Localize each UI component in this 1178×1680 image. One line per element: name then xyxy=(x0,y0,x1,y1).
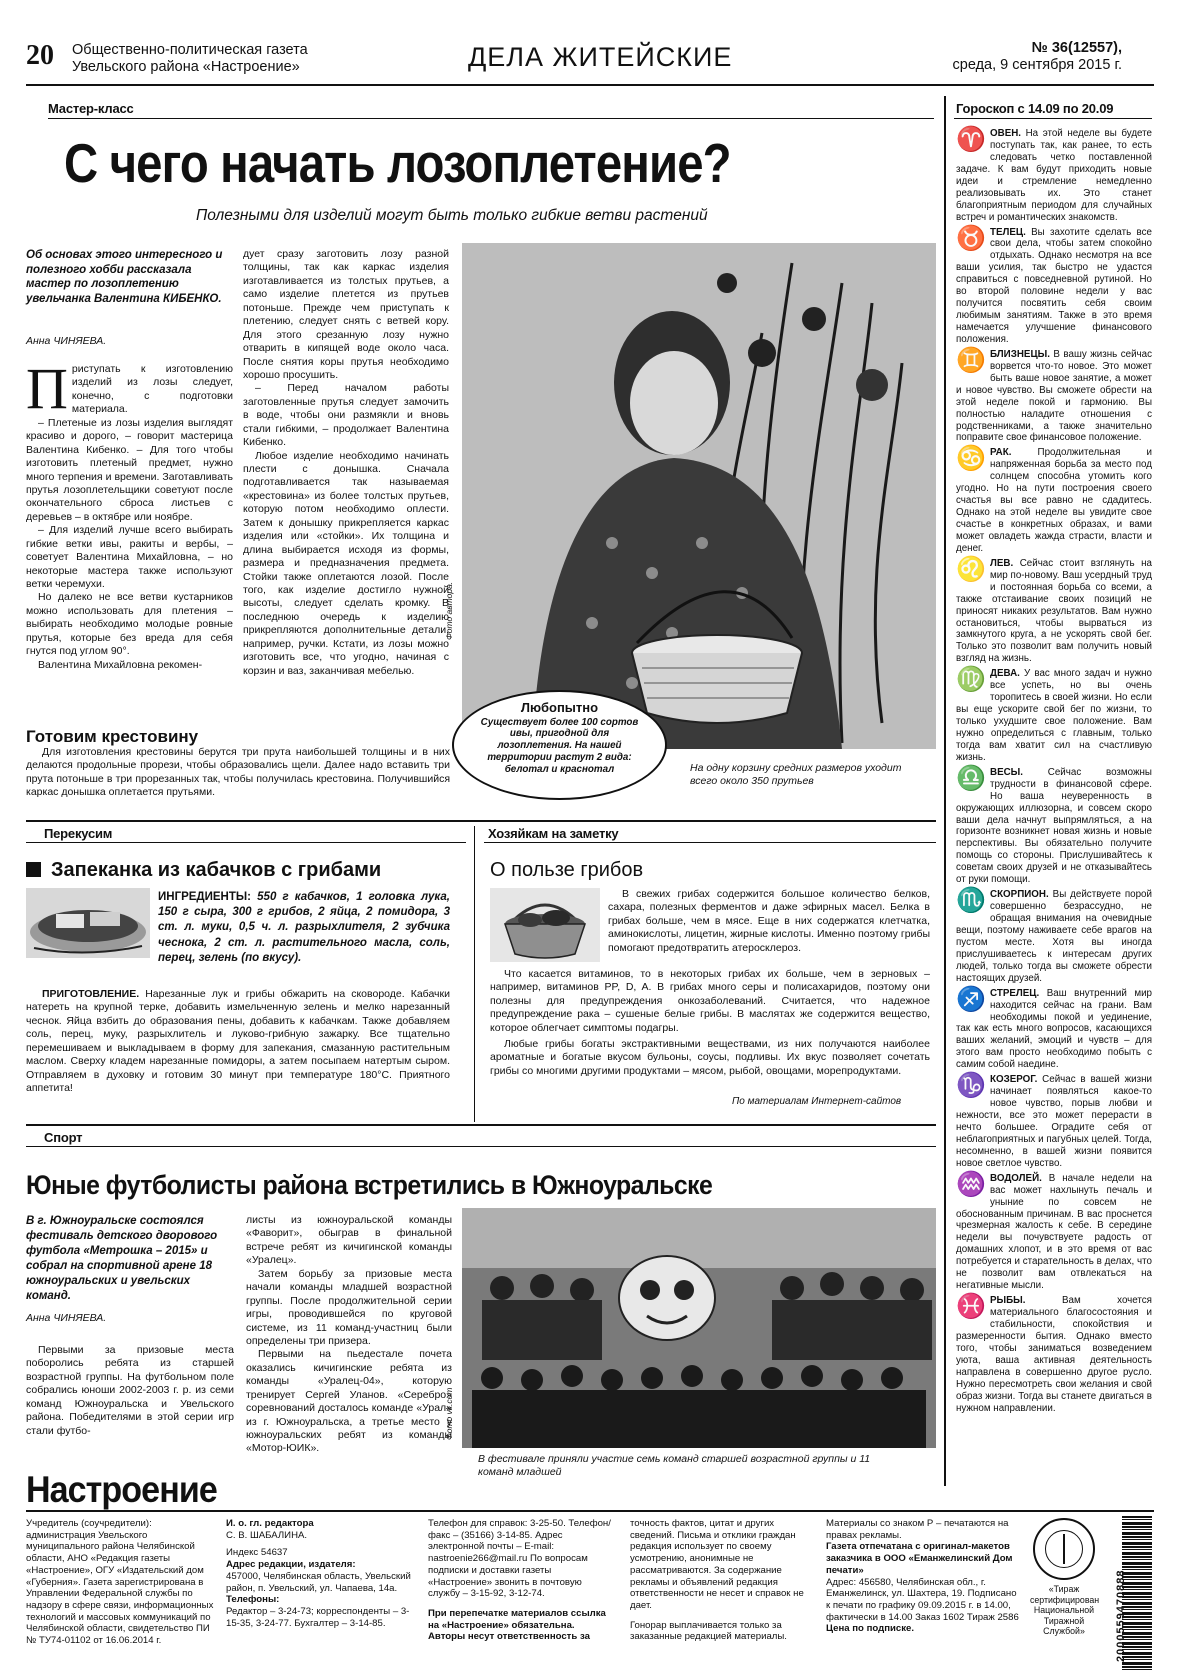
casserole-illustration xyxy=(26,888,150,958)
sign-text: У вас много задач и нужно все успеть, но вы очень торопитесь в своей жизни. Но если вы еще ускорите свой бег по жизни, то только ухудшите свое положение. Вам нужно определиться с главным, только тогда вам хватит сил на счастливую жизнь. xyxy=(956,668,1152,763)
recipe-ingredients xyxy=(158,890,450,966)
sign-text: На этой неделе вы будете поступать так, как ранее, то есть следовать четко поставленной задаче. К вам будут приходить новые идеи и стремление немедленно реализовывать их. Это станет благоприятным периодом для случайных встреч и романтических знакомств. xyxy=(956,128,1152,223)
horoscope-title: Гороскоп с 14.09 по 20.09 xyxy=(956,101,1114,116)
issue-info xyxy=(953,40,1122,73)
preparation-text: Нарезанные лук и грибы обжарить на сковороде. Кабачки натереть на крупной терке, добавить измельченную зелень и мелко нарезанный чеснок. Яйца взбить до образования пены, добавить к кабачкам. Также добавляем соль, перец, муку, разрыхлитель и луково-грибную зажарку. Все тщательно перемешиваем и выкладываем в форму для запекания, смазанную растительным маслом. Сверху кладем нарезанные помидоры, а затем посыпаем натертым сыром. Отправляем в духовку и готовим 30 минут при температуре 180°С. Приятного аппетита! xyxy=(26,988,450,1095)
sign-name: КОЗЕРОГ. xyxy=(990,1074,1038,1086)
editor-name: С. В. ШАБАЛИНА. xyxy=(226,1529,308,1541)
housewives-rule xyxy=(484,842,936,843)
footer-printing xyxy=(826,1518,1022,1635)
curious-text: Существует более 100 сортов ивы, пригодной для лозоплетения. На нашей территории растут 2 вида: белотал и краснотал xyxy=(480,716,639,775)
libra-icon: ♎ xyxy=(956,764,986,792)
gemini-icon: ♊ xyxy=(956,346,986,374)
section-title: ДЕЛА ЖИТЕЙСКИЕ xyxy=(468,42,733,72)
horoscope-rule xyxy=(954,118,1152,119)
reprint-notice: При перепечатке материалов ссылка на «Настроение» обязательна. Авторы несут ответственность за xyxy=(428,1607,606,1643)
article-author: Анна ЧИНЯЕВА. xyxy=(26,335,107,347)
article-subtitle: Полезными для изделий могут быть только гибкие ветви растений xyxy=(196,207,708,224)
horoscope-item-aries xyxy=(956,128,1152,224)
sub-heading: Готовим крестовину xyxy=(26,727,199,746)
phones-text: Редактор – 3-24-73; корреспонденты – 3-15-35, 3-24-77. Бухгалтер – 3-14-85. xyxy=(226,1605,410,1629)
article-paragraph: Валентина Михайловна рекомен- xyxy=(38,658,203,671)
paper-name-line2: Увельского района «Настроение» xyxy=(72,58,300,75)
horoscope-item-cancer xyxy=(956,447,1152,554)
article-paragraph: – Плетеные из лозы изделия выглядят красиво и дорого, – говорит мастерица Валентина Кибенко. – Для того чтобы изготовить плетеный предмет, нужно много терпения и времени. Заготавливать прутья лозоплетельщики советуют после окончательного сброса листьев с деревьев – в октябре или ноябре. xyxy=(26,416,233,523)
sport-rule-top xyxy=(26,1124,936,1126)
ingredients-label: ИНГРЕДИЕНТЫ: xyxy=(158,891,251,903)
sport-title: Юные футболисты района встретились в Южноуральске xyxy=(26,1170,713,1200)
sport-photo-credit: Фото vk.com xyxy=(444,1387,454,1440)
horoscope-item-sagittarius xyxy=(956,985,1152,1072)
sport-paragraph: Первыми за призовые места поборолись ребята из старшей возрастной группы. На футбольном поле собрались юноши 2002-2003 г. р. из семи команд Южноуральска и Увельского района. Победителями в этой серии игр стали футбо- xyxy=(26,1344,234,1437)
article-paragraph: – Перед началом работы заготовленные прутья следует замочить в воде, чтобы они размякли и вновь стали гибкими, – продолжает Валентина Кибенко. xyxy=(243,382,449,449)
aries-icon: ♈ xyxy=(956,126,986,153)
sport-rule xyxy=(26,1146,936,1147)
certification-stamp xyxy=(1030,1518,1098,1637)
horoscope-item-libra xyxy=(956,764,1152,886)
sport-paragraph: листы из южноуральской команды «Фаворит», обыграв в финальной встрече ребят из кичигинской команды «Уралец». xyxy=(246,1214,452,1267)
section-tag-snack: Перекусим xyxy=(44,826,113,841)
sport-col2 xyxy=(246,1214,452,1456)
photo-caption: На одну корзину средних размеров уходит всего около 350 прутьев xyxy=(690,762,902,788)
fee-notice: Гонорар выплачивается только за заказанные редакцией материалы. xyxy=(630,1619,787,1643)
mushroom-basket-photo xyxy=(490,888,600,962)
stamp-icon xyxy=(1033,1518,1095,1580)
footer-founders: Учредитель (соучредители): администрация Увельского муниципального района Челябинской области, АНО «Редакция газеты «Настроение», ОГУ «Издательский дом «Губерния». Газета зарегистрирована в Управлении Федеральной службы по надзору в сфере связи, информационных технологий и массовых коммуникаций по Челябинской области, свидетельство ПИ № ТУ74-01102 от 16.06.2014 г. xyxy=(26,1518,214,1647)
section-tag-master-class: Мастер-класс xyxy=(48,101,134,116)
mushroom-basket-illustration xyxy=(490,888,600,962)
pisces-icon: ♓ xyxy=(956,1293,986,1321)
football-photo xyxy=(462,1208,936,1448)
footer-contacts xyxy=(428,1518,612,1643)
casserole-photo xyxy=(26,888,150,958)
snack-rule xyxy=(26,842,466,843)
editor-label: И. о. гл. редактора xyxy=(226,1518,314,1529)
sign-text: Продолжительная и напряженная борьба за место под солнцем способна утомить кого угодно. Но на пути построения своего счастья вы все равно не сдадитесь. Однако на этой неделе вы увидите свое счастье в конкретных образах, и вами может овладеть жажда страсти, власти и денег. xyxy=(956,447,1152,554)
article-title: С чего начать лозоплетение? xyxy=(64,132,731,194)
sign-text: Сейчас возможны трудности в финансовой сфере. Но ваша неуверенность в окружающих иллюзорна, и совсем скоро ваши дела начнут выпрямляться, а на горизонте возникнет новая жизнь и новые перспективы. Вы обязательно получите помощь со стороны. Прислушивайтесь к советам своих друзей и не отказывайтесь от руки помощи. xyxy=(956,766,1152,886)
horoscope-item-leo xyxy=(956,555,1152,665)
mushrooms-paragraph-3: Любые грибы богаты экстрактивными веществами, из них получаются наиболее ароматные и богатые вкусом бульоны, соусы, подливы. Их вкус позволяет сочетать грибы со многими другими продуктами – мясом, рыбой, овощами, морепродуктами. xyxy=(490,1038,930,1077)
subscription-index: Индекс 54637 xyxy=(226,1547,288,1559)
master-class-rule xyxy=(48,118,934,119)
sport-lead: В г. Южноуральске состоялся фестиваль детского дворового футбола «Метрошка – 2015» и собрал на спортивной арене 18 южноуральских и увельских команд. xyxy=(26,1215,218,1302)
sign-name: ОВЕН. xyxy=(990,128,1022,139)
sport-photo-caption: В фестивале приняли участие семь команд старшей возрастной группы и 11 команд младшей xyxy=(478,1453,871,1479)
horoscope-list xyxy=(956,128,1152,1417)
sign-text: Ваш внутренний мир находится сейчас на грани. Вам необходимы покой и уединение, так как есть много вопросов, касающихся ваших желаний, эмоций и чувств – для этого вам просто необходимо побыть с самим собой наедине. xyxy=(956,987,1152,1071)
sport-author: Анна ЧИНЯЕВА. xyxy=(26,1312,107,1324)
sign-text: В начале недели на вас может нахлынуть печаль и уныние по совсем не обоснованным причинам. В вас проснется чрезмерная жалость к себе. В середине недели вы почувствуете радость от домашних хлопот, и в это время от вас потребуется и старательность в делах, что не позволит вам отвлекаться на негативные мысли. xyxy=(956,1172,1152,1292)
horoscope-item-gemini xyxy=(956,346,1152,445)
sign-text: В вашу жизнь сейчас ворвется что-то новое. Это может быть ваше новое занятие, а может и новое чувство. Вы сможете обрести на этой неделе покой и гармонию. Вы полностью наладите отношения с родственниками, а также значительно поправите свое финансовое положение. xyxy=(956,348,1152,444)
paper-name-line1: Общественно-политическая газета xyxy=(72,42,308,58)
printing-address: Адрес: 456580, Челябинская обл., г. Еманжелинск, ул. Шахтера, 19. Подписано к печати по графику 09.09.2015 г. в 14.00, фактически в 14.00 Заказ 1602 Тираж 2586 xyxy=(826,1576,1019,1623)
article-lead: Об основах этого интересного и полезного хобби рассказала мастер по лозоплетению увельчанка Валентина КИБЕНКО. xyxy=(26,249,223,306)
aquarius-icon: ♒ xyxy=(956,1170,986,1198)
paper-name xyxy=(72,42,308,75)
article-paragraph: Но далеко не все ветви кустарников можно использовать для плетения – выбирать необходимо молодые ровные прутья, которые без вреда для себя гнутся под углом 90°. xyxy=(26,591,233,658)
capricorn-icon: ♑ xyxy=(956,1072,986,1100)
leo-icon: ♌ xyxy=(956,555,986,583)
footer-rule xyxy=(26,1510,1154,1512)
sagittarius-icon: ♐ xyxy=(956,985,986,1013)
sport-paragraph: Затем борьбу за призовые места начали команды младшей возрастной группы. После продолжительной серии игры, проводившейся по круговой системе, из 11 команд-участниц были определены три призера. xyxy=(246,1267,452,1347)
mushrooms-paragraph-1: В свежих грибах содержится большое количество белков, сахара, полезных ферментов и даже эфирных масел. Белка в грибах больше, чем в мясе. Еще в них содержатся клетчатка, аминокислоты, лицетин, жирные кислоты. Именно поэтому грибы помогают предотвратить атеросклероз. xyxy=(608,888,930,954)
master-photo-illustration xyxy=(462,243,936,749)
football-teams-illustration xyxy=(462,1208,936,1448)
horoscope-item-capricorn xyxy=(956,1074,1152,1170)
dropcap: П xyxy=(26,356,68,421)
recipe-title xyxy=(26,858,381,884)
article-paragraph: – Для изделий лучше всего выбирать гибкие ветки ивы, ракиты и вербы, – советует Валентина Михайловна, – но некоторые мастера также используют ветки черемухи. xyxy=(26,524,233,590)
sport-col1 xyxy=(26,1344,234,1438)
master-photo xyxy=(462,243,936,749)
scorpio-icon: ♏ xyxy=(956,887,986,915)
sign-name: ДЕВА. xyxy=(990,668,1020,680)
sign-name: БЛИЗНЕЦЫ. xyxy=(990,348,1050,360)
sign-text: Сейчас в вашей жизни начинает появляться какое-то новое чувство, порыв любви и нежности, все это может перерасти в нечто большее. Оградите себя от неблагоприятных и пагубных целей. Тогда, несомненно, в вашей жизни появится новое светлое чувство. xyxy=(956,1074,1152,1169)
advert-notice: Материалы со знаком Р – печатаются на правах рекламы. xyxy=(826,1518,1009,1541)
mushrooms-source: По материалам Интернет-сайтов xyxy=(732,1096,902,1107)
issue-number: № 36(12557), xyxy=(1031,40,1122,56)
sign-name: СКОРПИОН. xyxy=(990,889,1049,901)
issue-date: среда, 9 сентября 2015 г. xyxy=(952,56,1122,73)
recipe-preparation xyxy=(26,988,450,1096)
sign-name: ВОДОЛЕЙ. xyxy=(990,1172,1042,1184)
middle-rule-top xyxy=(26,820,936,822)
cancer-icon: ♋ xyxy=(956,445,986,473)
horoscope-item-aquarius xyxy=(956,1170,1152,1292)
sport-paragraph: Первыми на пьедестале почета оказались кичигинские ребята из команды «Уралец-04», которую тренирует Сергей Уланов. «Серебро» соревнований досталось команде «Урал» из г. Южноуральска, а третье место у южноуральских ребят из команды «Мотор-ЮИК». xyxy=(246,1348,452,1455)
photo-credit: Фото автора. xyxy=(444,581,454,640)
recipe-title-text: Запеканка из кабачков с грибами xyxy=(51,859,382,881)
page-number: 20 xyxy=(26,40,54,71)
horoscope-item-pisces xyxy=(956,1295,1152,1414)
printing-house: Газета отпечатана с оригинал-макетов заказчика в ООО «Еманжелинский Дом печати» xyxy=(826,1541,1013,1576)
article-paragraph: риступать к изготовлению изделий из лозы следует, конечно, с подготовки материала. xyxy=(71,363,233,416)
sub-text: Для изготовления крестовины берутся три прута наибольшей толщины и в них делаются продольные прорези, чтобы образовались щели. Далее надо вставить три прута потоньше в три прорезанных так, чтобы получилась крестовина. Получившийся каркас донышка оплетается прутьями. xyxy=(26,746,450,799)
barcode xyxy=(1104,1516,1152,1670)
ingredients-text: 550 г кабачков, 1 головка лука, 150 г сыра, 300 г грибов, 2 яйца, 2 помидора, 3 ст. л. муки, 0,5 ч. л. разрыхлителя, 2 зубчика чеснока, 2 ст. л. растительного масла, соль, перец, зелень (по вкусу). xyxy=(158,891,450,964)
middle-divider xyxy=(474,826,475,1122)
horoscope-item-virgo xyxy=(956,668,1152,764)
square-bullet-icon xyxy=(26,862,41,877)
footer-responsibility xyxy=(630,1518,810,1643)
horoscope-item-taurus xyxy=(956,224,1152,346)
article-col1 xyxy=(26,356,233,672)
article-paragraph: дует сразу заготовить лозу разной толщины, так как каркас изделия изготавливается из толстых прутьев, а само изделие плетется из прутьев потоньше. Прежде чем приступать к плетению, следует снять с ветвей кору. Для этого срезанную лозу нужно отварить в кипящей воде около часа. После снятия коры прутья необходимо хорошо просушить. xyxy=(243,248,449,381)
phones-label: Телефоны: xyxy=(226,1594,280,1606)
sign-name: СТРЕЛЕЦ. xyxy=(990,987,1040,999)
sign-name: ТЕЛЕЦ. xyxy=(990,226,1026,238)
barcode-digits: 2000559470888 xyxy=(1114,1569,1127,1663)
section-tag-housewives: Хозяйкам на заметку xyxy=(488,826,619,841)
section-tag-sport: Спорт xyxy=(44,1130,83,1145)
price-label: Цена по подписке. xyxy=(826,1623,915,1635)
sign-name: РЫБЫ. xyxy=(990,1295,1026,1307)
mushrooms-title: О пользе грибов xyxy=(490,859,644,881)
responsibility-text: точность фактов, цитат и других сведений. Письма и отклики граждан редакция использует по своему усмотрению, анонимные не рассматриваются. За содержание рекламы и объявлений редакция ответственности не несет и справок не дает. xyxy=(630,1518,804,1611)
sign-text: Вы захотите сделать все свои дела, чтобы затем спокойно отдыхать. Однако несмотря на все ваши усилия, так быстро не удастся справиться с повседневной рутиной. Но во второй половине недели у вас получится посвятить себя своим любимым занятиям. Также в это время намечается улучшение финансового положения. xyxy=(956,226,1152,345)
horoscope-item-scorpio xyxy=(956,889,1152,985)
stamp-text: «Тираж сертифицирован Национальной Тиражной Службой» xyxy=(1030,1584,1100,1637)
sign-text: Вам хочется материального благосостояния и стабильности, спокойствия и размеренности бытия. Однако вместо того, чтобы заниматься возведением уюта, ваша активная деятельность направлена в совершенно другое русло. Нужно пересмотреть свои желания и свой образ жизни. Тогда вы станете двигаться в нужном направлении. xyxy=(956,1295,1152,1414)
header-rule xyxy=(26,84,1154,86)
sign-name: ЛЕВ. xyxy=(990,557,1014,569)
contacts-text: Телефон для справок: 3-25-50. Телефон/факс – (35166) 3-14-85. Адрес электронной почты – E-mail: nastroenie266@mail.ru По вопросам подписки и доставки газеты «Настроение» звонить в почтовую службу – 3-15-92, 3-12-74. xyxy=(428,1518,611,1600)
sign-text: Вы действуете порой совершенно безрассудно, не обращая внимания на очевидные вещи, поэтому наживаете себе врагов на пустом месте. Хотя вы иногда прислушиваетесь к интересам других людей, только тогда вы сможете обрести настоящих друзей. xyxy=(956,889,1152,984)
masthead-logo: Настроение xyxy=(26,1469,217,1510)
horoscope-divider xyxy=(944,96,946,1486)
curious-title: Любопытно xyxy=(520,700,599,715)
address-label: Адрес редакции, издателя: xyxy=(226,1559,356,1571)
mushrooms-paragraph-2: Что касается витаминов, то в некоторых грибах их больше, чем в зерновых – например, витаминов PP, D, A. В грибах много серы и полисахаридов, поэтому они полезны для предупреждения онкозаболеваний. Считается, что надежное предупреждение рака – сушеные белые грибы. В маслятах же содержится вещество, которое облегчает симптомы подагры. xyxy=(490,968,930,1034)
article-col2 xyxy=(243,248,449,678)
article-paragraph: Любое изделие необходимо начинать плести с донышка. Сначала подготавливается так называемая «крестовина» из более толстых прутьев, которую потом необходимо оплести. Затем к донышку прикрепляется каркас изделия или «стойки». Их толщина и длина выбирается исходя из формы, размера и предназначения предмета. Стойки также оплетаются лозой. После того, как изделие достигло нужной высоты, следует сделать кромку. В последнюю очередь к изделию прикрепляются дополнительные детали, например, ручки. Кстати, из лозы можно изготовить все, что угодно, начиная с корзин и ваз, заканчивая мебелью. xyxy=(243,449,449,677)
sign-name: РАК. xyxy=(990,447,1012,459)
preparation-label: ПРИГОТОВЛЕНИЕ. xyxy=(42,988,140,1000)
sign-name: ВЕСЫ. xyxy=(990,766,1023,778)
footer-editor xyxy=(226,1518,416,1629)
address-text: 457000, Челябинская область, Увельский район, п. Увельский, ул. Чапаева, 14а. xyxy=(226,1570,411,1594)
virgo-icon: ♍ xyxy=(956,666,986,694)
sign-text: Сейчас стоит взглянуть на мир по-новому. Ваш усердный труд и постоянная борьба со всеми, а также отстаивание своих позиций не приносят никаких результатов. Вам нужно остановиться, чтобы вырваться из замкнутого круга, а не ускорять свой бег. Только это позволит вам получить новый взгляд на жизнь. xyxy=(956,557,1152,665)
taurus-icon: ♉ xyxy=(956,224,986,252)
curious-box xyxy=(452,690,667,800)
